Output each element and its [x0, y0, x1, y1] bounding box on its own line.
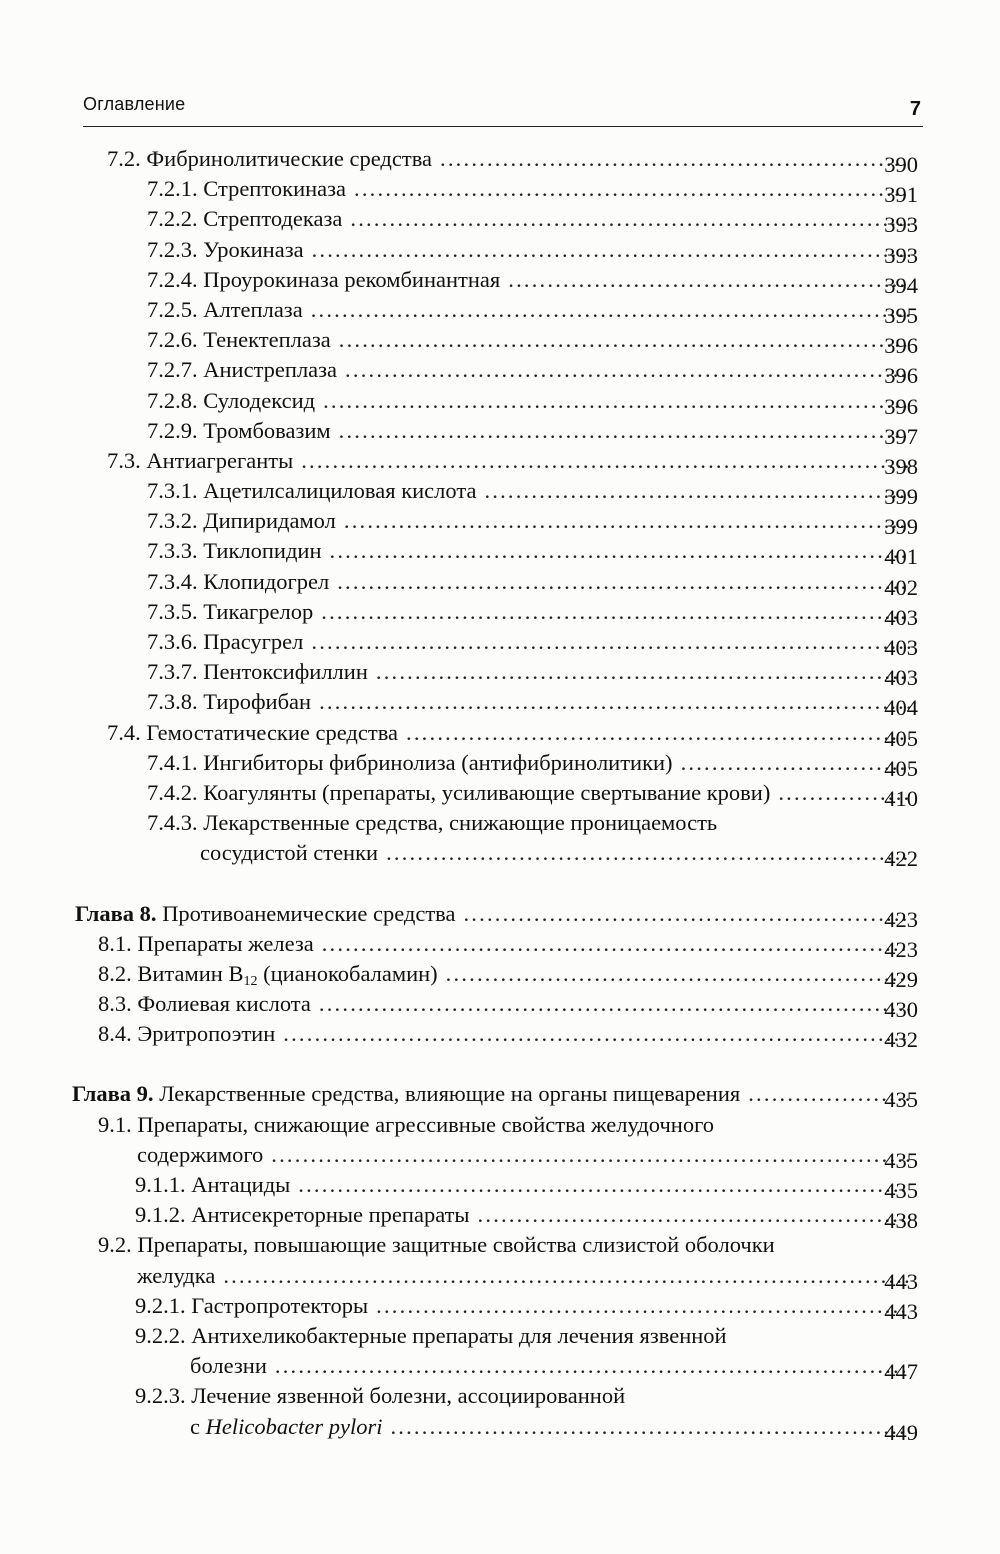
toc-entry-title: 7.2.5. Алтеплаза	[147, 296, 303, 322]
toc-chapter-9[interactable]	[0, 1079, 1000, 1113]
dot-leader	[376, 657, 910, 687]
toc-entry-title: 8.3. Фолиевая кислота	[98, 991, 311, 1017]
toc-page-number: 449	[884, 1419, 918, 1445]
toc-entry-title: 7.3.2. Дипиридамол	[147, 508, 336, 534]
toc-page-number: 435	[884, 1178, 918, 1203]
toc-entry-title: Глава 8. Противоанемические средства	[75, 900, 456, 926]
toc-entry-9-2-3[interactable]	[0, 1381, 1000, 1411]
toc-entry-9-2-continued[interactable]	[0, 1261, 1000, 1294]
toc-entry-9-2-3-continued[interactable]	[0, 1412, 1000, 1445]
dot-leader	[322, 929, 910, 959]
toc-entry-title: 7.2.4. Проурокиназа рекомбинантная	[147, 266, 501, 292]
toc-entry-7-4[interactable]	[0, 718, 1000, 751]
toc-page-number: 405	[884, 755, 918, 781]
dot-leader	[319, 989, 910, 1019]
toc-page-number: 443	[884, 1298, 918, 1324]
toc-entry-title: болезни	[190, 1353, 267, 1379]
toc-page-number: 391	[884, 182, 918, 208]
toc-page-number: 393	[884, 212, 918, 238]
dot-leader	[406, 718, 910, 748]
toc-entry-title: 7.3.1. Ацетилсалициловая кислота	[147, 478, 477, 504]
dot-leader	[319, 687, 910, 717]
toc-entry-title: 7.4. Гемостатические средства	[107, 719, 399, 745]
toc-page-number: 390	[884, 152, 918, 177]
toc-page-number: 404	[884, 695, 918, 721]
toc-entry-title: 9.2.1. Гастропротекторы	[135, 1292, 369, 1318]
toc-entry-title: 7.2.3. Урокиназа	[147, 236, 304, 262]
toc-page-number: 403	[884, 635, 918, 660]
toc-page-number: 403	[884, 665, 918, 691]
toc-entry-7-2-8[interactable]	[0, 386, 1000, 419]
dot-leader	[376, 1291, 910, 1321]
toc-entry-7-4-3[interactable]	[0, 808, 1000, 838]
toc-entry-7-3-8[interactable]	[0, 687, 1000, 721]
toc-entry-9-1-2[interactable]	[0, 1200, 1000, 1234]
dot-leader	[446, 959, 910, 989]
toc-page-number: 398	[884, 453, 918, 479]
toc-entry-9-2-2[interactable]	[0, 1321, 1000, 1351]
toc-entry-7-3-1[interactable]	[0, 476, 1000, 510]
toc-entry-title: 7.2.2. Стрептодеказа	[147, 206, 343, 232]
toc-entry-9-2-2-continued[interactable]	[0, 1351, 1000, 1385]
dot-leader	[354, 174, 910, 204]
toc-page-number: 438	[884, 1208, 918, 1234]
toc-entry-9-1[interactable]	[0, 1110, 1000, 1140]
toc-entry-7-3-7[interactable]	[0, 657, 1000, 691]
toc-page-number: 401	[884, 544, 918, 570]
toc-entry-7-3-5[interactable]	[0, 597, 1000, 630]
dot-leader	[312, 235, 910, 265]
toc-entry-7-3-2[interactable]	[0, 506, 1000, 540]
toc-entry-title: с Helicobacter pylori	[190, 1413, 383, 1439]
dot-leader	[478, 1200, 910, 1230]
toc-entry-8-1[interactable]	[0, 929, 1000, 962]
toc-entry-title: 7.3.3. Тиклопидин	[147, 538, 322, 564]
toc-page-number: 397	[884, 423, 918, 449]
dot-leader	[386, 838, 910, 868]
toc-page-number: 443	[884, 1268, 918, 1294]
toc-entry-title: 9.1. Препараты, снижающие агрессивные свойства желудочного	[98, 1111, 714, 1137]
toc-entry-7-2-9[interactable]	[0, 416, 1000, 449]
toc-entry-7-4-2[interactable]	[0, 778, 1000, 811]
toc-entry-7-2-3[interactable]	[0, 235, 1000, 268]
toc-entry-title: 7.3.5. Тикагрелор	[147, 598, 314, 624]
toc-entry-title: сосудистой стенки	[200, 840, 379, 866]
toc-entry-7-2-5[interactable]	[0, 295, 1000, 328]
dot-leader	[390, 1412, 910, 1442]
toc-page-number: 394	[884, 272, 918, 298]
toc-page-number: 435	[884, 1147, 918, 1173]
dot-leader	[344, 506, 910, 536]
toc-entry-8-2[interactable]	[0, 959, 1000, 992]
toc-entry-title: 9.1.2. Антисекреторные препараты	[135, 1202, 470, 1228]
toc-page-number: 432	[884, 1027, 918, 1053]
dot-leader	[311, 627, 910, 657]
dot-leader	[321, 597, 910, 627]
toc-entry-title: 7.3.7. Пентоксифиллин	[147, 659, 368, 685]
toc-entry-title: 7.3.4. Клопидогрел	[147, 568, 330, 594]
toc-entry-title: 8.1. Препараты железа	[98, 930, 314, 956]
toc-entry-7-3-3[interactable]	[0, 536, 1000, 570]
toc-entry-title: 9.2.3. Лечение язвенной болезни, ассоциированной	[135, 1383, 626, 1409]
dot-leader	[275, 1351, 910, 1381]
toc-entry-title: Глава 9. Лекарственные средства, влияющие на органы пищеварения	[72, 1081, 741, 1107]
dot-leader	[330, 536, 911, 566]
dot-leader	[339, 325, 910, 355]
dot-leader	[301, 446, 910, 476]
toc-entry-title: 7.3. Антиагреганты	[107, 447, 294, 473]
toc-entry-7-4-3-continued[interactable]	[0, 838, 1000, 872]
toc-page-number: 435	[884, 1087, 918, 1113]
dot-leader	[337, 567, 910, 597]
toc-entry-title: 7.4.2. Коагулянты (препараты, усиливающие свертывание крови)	[147, 779, 771, 805]
toc-entry-7-2[interactable]	[0, 144, 1000, 177]
toc-page-number: 423	[884, 936, 918, 962]
toc-entry-7-3-4[interactable]	[0, 567, 1000, 600]
toc-entry-title: 7.4.1. Ингибиторы фибринолиза (антифибринолитики)	[147, 749, 673, 775]
dot-leader	[484, 476, 910, 506]
toc-entry-9-1-1[interactable]	[0, 1170, 1000, 1203]
toc-entry-title: 7.3.6. Прасугрел	[147, 629, 304, 654]
dot-leader	[323, 386, 910, 416]
dot-leader	[681, 748, 910, 778]
toc-page-number: 393	[884, 242, 918, 268]
page-header	[83, 92, 923, 127]
toc-entry-title: 7.3.8. Тирофибан	[147, 689, 312, 715]
toc-entry-title: 7.2.7. Анистреплаза	[147, 357, 338, 383]
toc-entry-7-2-2[interactable]	[0, 204, 1000, 238]
toc-page-number: 447	[884, 1359, 918, 1385]
chapter-label: Глава 9.	[72, 1081, 154, 1107]
dot-leader	[508, 265, 910, 295]
toc-entry-7-3[interactable]	[0, 446, 1000, 479]
toc-entry-title: 7.2.6. Тенектеплаза	[147, 327, 331, 353]
dot-leader	[345, 355, 910, 385]
toc-page-number: 410	[884, 785, 918, 811]
toc-entry-8-3[interactable]	[0, 989, 1000, 1023]
toc-page-number: 395	[884, 302, 918, 328]
dot-leader	[283, 1019, 910, 1049]
toc-page-number: 430	[884, 997, 918, 1023]
toc-page-number: 402	[884, 574, 918, 600]
toc-page-number: 396	[884, 363, 918, 389]
dot-leader	[463, 899, 910, 929]
toc-entry-7-2-7[interactable]	[0, 355, 1000, 389]
toc-entry-title: 7.2.1. Стрептокиназа	[147, 176, 347, 202]
toc-entry-title: желудка	[137, 1262, 216, 1288]
toc-page-number: 396	[884, 393, 918, 419]
dot-leader	[339, 416, 910, 446]
toc-entry-7-2-4[interactable]	[0, 265, 1000, 298]
toc-page-number: 399	[884, 514, 918, 540]
toc-page-number: 423	[884, 906, 918, 932]
toc-page-number: 403	[884, 604, 918, 630]
toc-entry-title: содержимого	[137, 1141, 264, 1167]
toc-page-number: 399	[884, 484, 918, 510]
running-title: Оглавление	[83, 94, 186, 114]
chapter-label: Глава 8.	[75, 900, 157, 926]
dot-leader	[298, 1170, 910, 1200]
toc-chapter-8[interactable]	[0, 899, 1000, 932]
toc-entry-9-2[interactable]	[0, 1230, 1000, 1260]
toc-page-number: 396	[884, 333, 918, 359]
dot-leader	[223, 1261, 910, 1291]
toc-entry-7-2-1[interactable]	[0, 174, 1000, 208]
toc-entry-title: 7.2. Фибринолитические средства	[107, 146, 433, 171]
toc-entry-title: 9.2. Препараты, повышающие защитные свойства слизистой оболочки	[98, 1232, 775, 1258]
dot-leader	[271, 1140, 910, 1170]
toc-entry-title: 8.4. Эритропоэтин	[98, 1021, 276, 1047]
toc-page-number: 405	[884, 725, 918, 751]
toc-page-number: 429	[884, 966, 918, 992]
toc-entry-7-2-6[interactable]	[0, 325, 1000, 359]
toc-entry-8-4[interactable]	[0, 1019, 1000, 1053]
toc-entry-9-1-continued[interactable]	[0, 1140, 1000, 1173]
toc-entry-7-3-6[interactable]	[0, 627, 1000, 660]
toc-entry-9-2-1[interactable]	[0, 1291, 1000, 1324]
dot-leader	[311, 295, 910, 325]
toc-entry-title: 7.2.8. Сулодексид	[147, 387, 316, 413]
toc-entry-7-4-1[interactable]	[0, 748, 1000, 781]
dot-leader	[350, 204, 910, 234]
toc-entry-title: 9.1.1. Антациды	[135, 1172, 291, 1197]
toc-entry-title: 7.4.3. Лекарственные средства, снижающие проницаемость	[147, 810, 718, 836]
toc-entry-title: 8.2. Витамин $B_{12}$ (цианокобаламин)	[98, 960, 438, 989]
table-of-contents	[0, 144, 1000, 1445]
toc-entry-title: 9.2.2. Антихеликобактерные препараты для лечения язвенной	[135, 1322, 727, 1348]
dot-leader	[440, 144, 910, 174]
toc-page-number: 422	[884, 846, 918, 872]
toc-entry-title: 7.2.9. Тромбовазим	[147, 417, 331, 443]
page-number: 7	[909, 98, 921, 120]
